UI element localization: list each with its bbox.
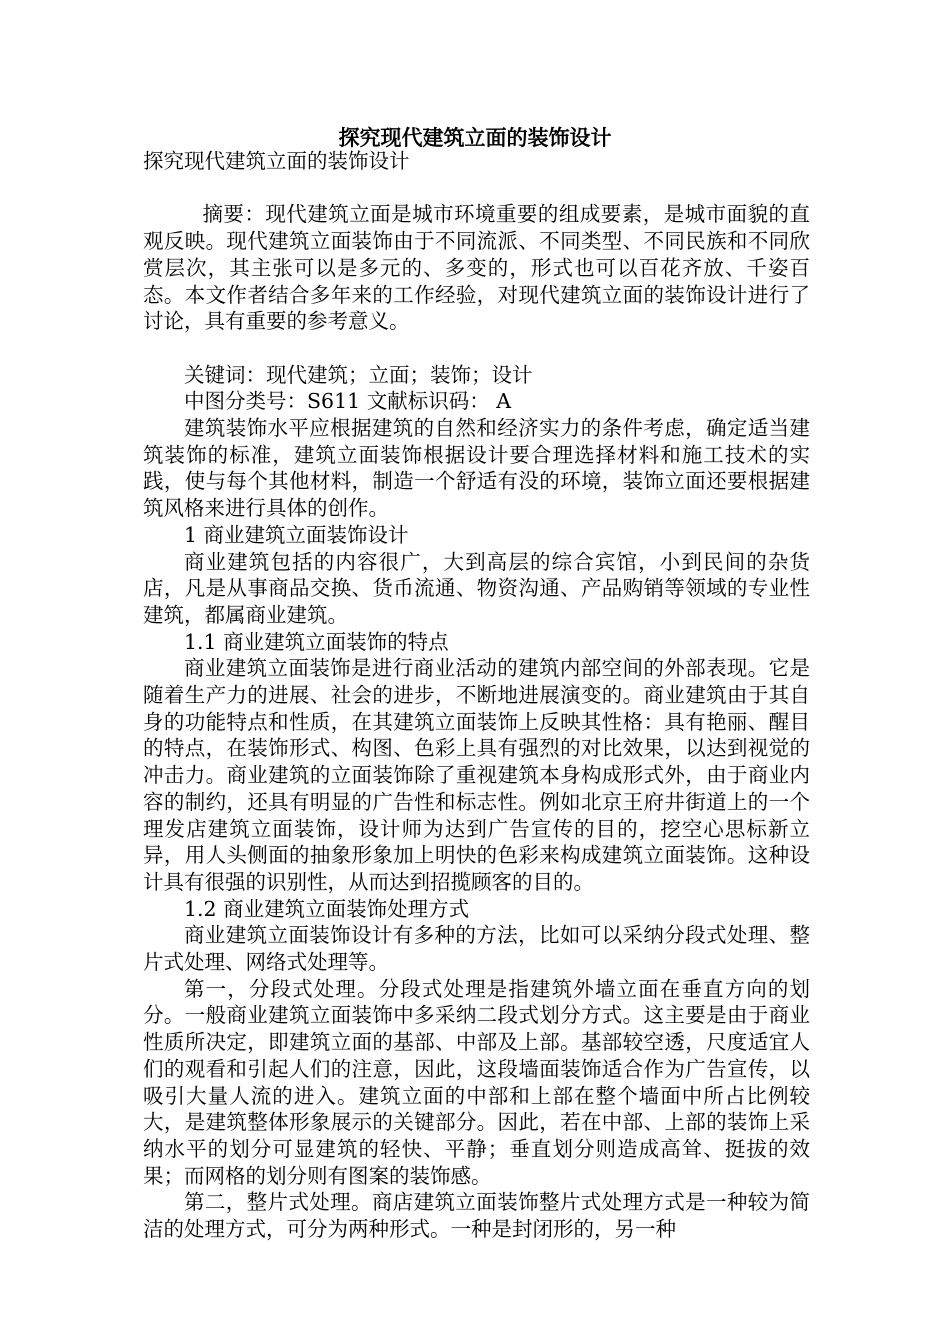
body-paragraph: 商业建筑包括的内容很广，大到高层的综合宾馆，小到民间的杂货店，凡是从事商品交换、货币流通、物资沟通、产品购销等领域的专业性建筑，都属商业建筑。 — [143, 549, 810, 627]
abstract-paragraph: 摘要：现代建筑立面是城市环境重要的组成要素，是城市面貌的直观反映。现代建筑立面装饰由于不同流派、不同类型、不同民族和不同欣赏层次，其主张可以是多元的、多变的，形式也可以百花齐放、千姿百态。本文作者结合多年来的工作经验，对现代建筑立面的装饰设计进行了讨论，具有重要的参考意义。 — [143, 202, 810, 334]
body-paragraph: 商业建筑立面装饰是进行商业活动的建筑内部空间的外部表现。它是随着生产力的进展、社会的进步，不断地进展演变的。商业建筑由于其自身的功能特点和性质，在其建筑立面装饰上反映其性格：具有艳丽、醒目的特点，在装饰形式、构图、色彩上具有强烈的对比效果，以达到视觉的冲击力。商业建筑的立面装饰除了重视建筑本身构成形式外，由于商业内容的制约，还具有明显的广告性和标志性。例如北京王府井街道上的一个理发店建筑立面装饰，设计师为达到广告宣传的目的，挖空心思标新立异，用人头侧面的抽象形象加上明快的色彩来构成建筑立面装饰。这种设计具有很强的识别性，从而达到招揽顾客的目的。 — [143, 656, 810, 894]
document-body — [143, 148, 810, 1243]
body-paragraph: 商业建筑立面装饰设计有多种的方法，比如可以采纳分段式处理、整片式处理、网络式处理等。 — [143, 923, 810, 975]
document-subtitle: 探究现代建筑立面的装饰设计 — [143, 149, 410, 173]
document-title: 探究现代建筑立面的装饰设计 — [338, 125, 612, 150]
body-paragraph: 第一，分段式处理。分段式处理是指建筑外墙立面在垂直方向的划分。一般商业建筑立面装饰中多采纳二段式划分方式。这主要是由于商业性质所决定，即建筑立面的基部、中部及上部。基部较空透，尺度适宜人们的观看和引起人们的注意，因此，这段墙面装饰适合作为广告宣传，以吸引大量人流的进入。建筑立面的中部和上部在整个墙面中所占比例较大，是建筑整体形象展示的关键部分。因此，若在中部、上部的装饰上采纳水平的划分可显建筑的轻快、平静；垂直划分则造成高耸、挺拔的效果；而网格的划分则有图案的装饰感。 — [143, 976, 810, 1188]
spacer — [143, 335, 810, 362]
keywords-line: 关键词：现代建筑；立面；装饰；设计 — [184, 362, 533, 387]
body-paragraph: 建筑装饰水平应根据建筑的自然和经济实力的条件考虑，确定适当建筑装饰的标准，建筑立面装饰根据设计要合理选择材料和施工技术的实践，使与每个其他材料，制造一个舒适有没的环境，装饰立面还要根据建筑风格来进行具体的创作。 — [143, 416, 810, 521]
subsection-heading: 1.2 商业建筑立面装饰处理方式 — [184, 896, 470, 921]
subsection-heading: 1.1 商业建筑立面装饰的特点 — [184, 629, 449, 654]
body-paragraph: 第二，整片式处理。商店建筑立面装饰整片式处理方式是一种较为简洁的处理方式，可分为两种形式。一种是封闭形的，另一种 — [143, 1190, 810, 1242]
classification-line: 中图分类号：S611 文献标识码： A — [184, 389, 512, 414]
section-heading: 1 商业建筑立面装饰设计 — [184, 522, 409, 547]
spacer — [143, 175, 810, 202]
